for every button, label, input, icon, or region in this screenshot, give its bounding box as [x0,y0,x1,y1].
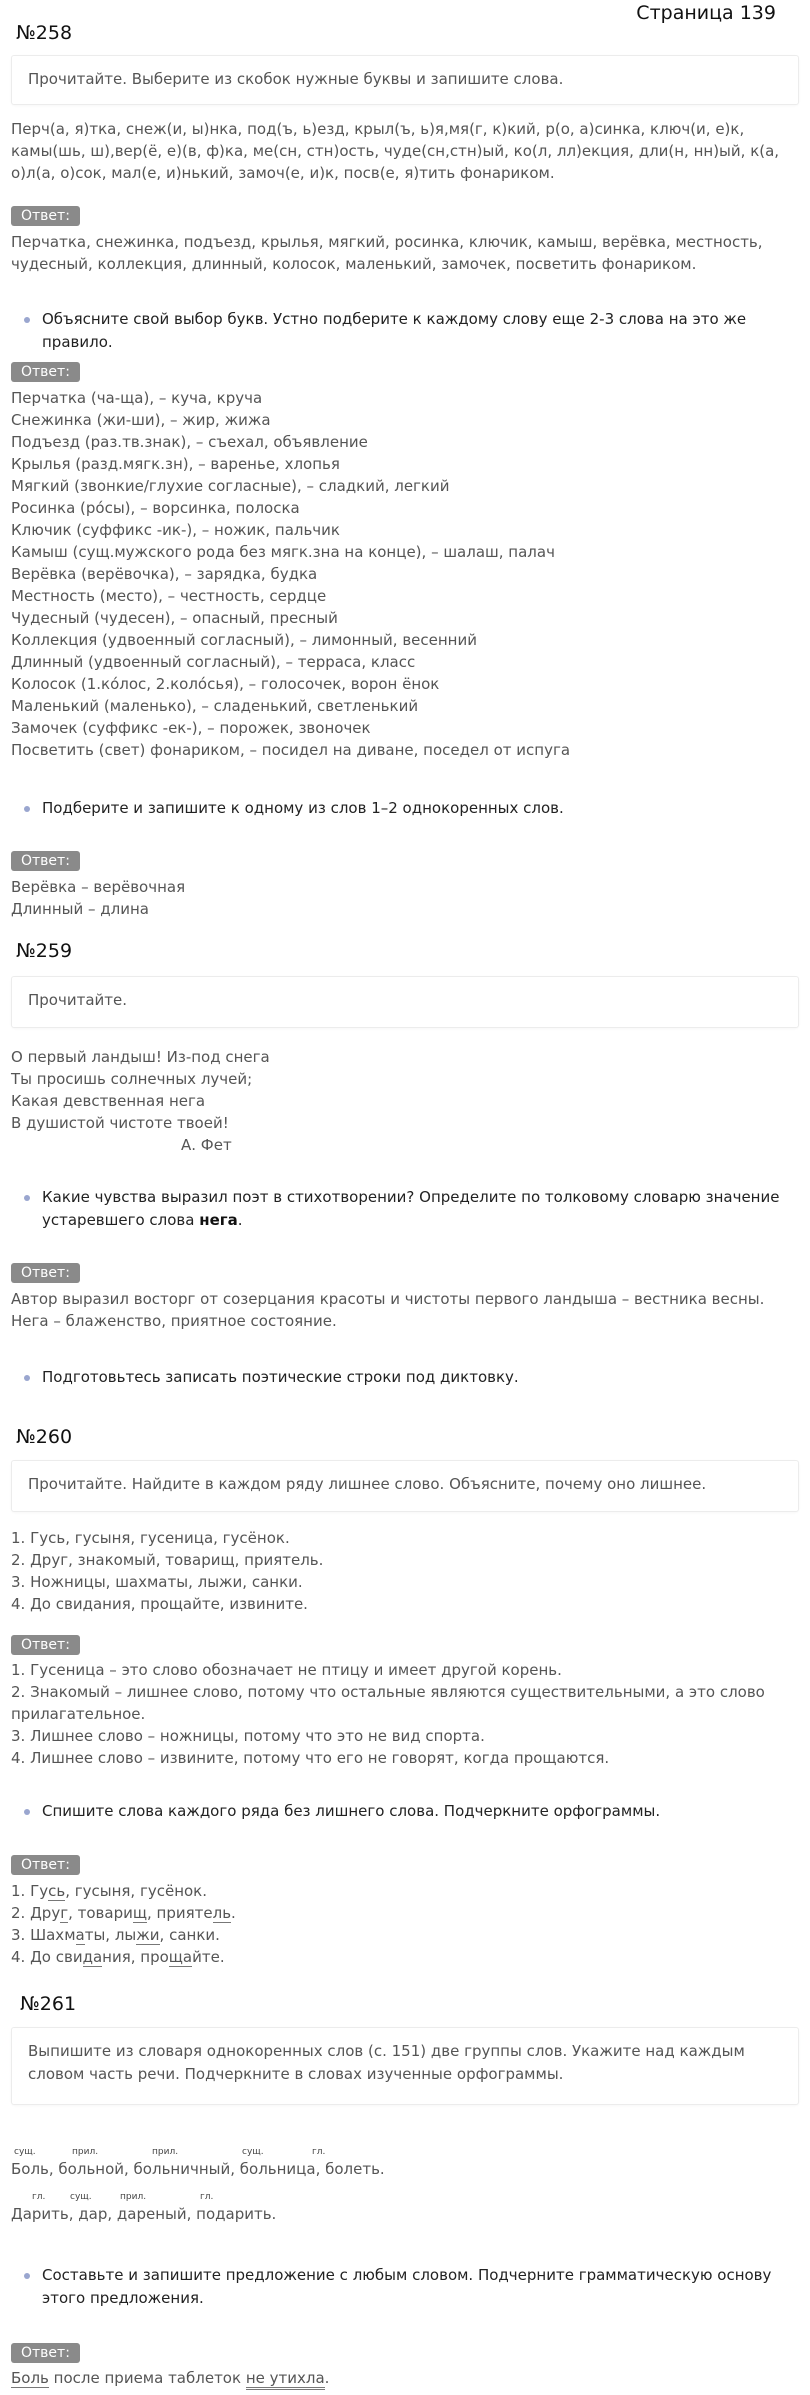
answer-line: Автор выразил восторг от созерцания красоты и чистоты первого ландыша – вестника весны. [11,1290,765,1308]
answer-badge: Ответ: [11,1855,80,1875]
answer-line: 4. Лишнее слово – извините, потому что его не говорят, когда прощаются. [11,1749,610,1767]
question-261: Составьте и запишите предложение с любым словом. Подчерните грамматическую основу этого предложения. [18,2264,788,2310]
part-of-speech-label: сущ. [70,2192,92,2202]
answer-line: Верёвка (верёвочка), – зарядка, будка [11,565,318,583]
word-group-1: Боль, больной, больничный, больница, болеть. [11,2160,385,2178]
answer-line: 2. Знакомый – лишнее слово, потому что остальные являются существительными, а это слово прилагательное. [11,1683,765,1723]
poem-line: Ты просишь солнечных лучей; [11,1070,253,1088]
answer-line: Маленький (маленько), – сладенький, светленький [11,697,419,715]
answer-badge: Ответ: [11,1635,80,1655]
word-row: 2. Друг, знакомый, товарищ, приятель. [11,1551,324,1569]
poem-line: Какая девственная нега [11,1092,206,1110]
answer-line: 2. Друг, товарищ, приятель. [11,1904,236,1922]
answer-line: Длинный (удвоенный согласный), – терраса, класс [11,653,416,671]
grammatical-subject: Боль [11,2369,49,2387]
bullet-icon [24,806,30,812]
answer-258-3 [11,876,801,920]
part-of-speech-label: сущ. [14,2147,36,2157]
answer-line: 3. Лишнее слово – ножницы, потому что это не вид спорта. [11,1727,485,1745]
exercise-number-258: №258 [16,22,73,44]
answer-line: Верёвка – верёвочная [11,878,186,896]
word-row: 4. До свидания, прощайте, извините. [11,1595,308,1613]
answer-260-1 [11,1659,801,1769]
answer-line: Снежинка (жи-ши), – жир, жижа [11,411,271,429]
answer-badge: Ответ: [11,1263,80,1283]
answer-line: Коллекция (удвоенный согласный), – лимонный, весенний [11,631,477,649]
answer-line: Нега – блаженство, приятное состояние. [11,1312,337,1330]
answer-258-2 [11,387,801,761]
answer-line: 3. Шахматы, лыжи, санки. [11,1926,220,1944]
exercise-number-260: №260 [16,1426,73,1448]
word-row: 1. Гусь, гусыня, гусеница, гусёнок. [11,1529,290,1547]
answer-line: Крылья (разд.мягк.зн), – варенье, хлопья [11,455,340,473]
answer-line: Ключик (суффикс -ик-), – ножик, пальчик [11,521,340,539]
task-261: Выпишите из словаря однокоренных слов (с. 151) две группы слов. Укажите над каждым словом часть речи. Подчеркните в словах изученные орфограммы. [11,2027,799,2105]
answer-badge: Ответ: [11,2343,80,2363]
answer-258-1: Перчатка, снежинка, подъезд, крылья, мягкий, росинка, ключик, камыш, верёвка, местность, чудесный, коллекция, длинный, колосок, маленький, замочек, посветить фонариком. [11,233,763,273]
answer-259 [11,1288,801,1332]
answer-line: 1. Гусь, гусыня, гусёнок. [11,1882,207,1900]
answer-line: Росинка (рóсы), – ворсинка, полоска [11,499,300,517]
answer-line: Длинный – длина [11,900,150,918]
task-260: Прочитайте. Найдите в каждом ряду лишнее слово. Объясните, почему оно лишнее. [11,1460,799,1512]
question-259-2: Подготовьтесь записать поэтические строки под диктовку. [18,1366,788,1389]
page-number: Страница 139 [636,2,776,24]
poem [11,1046,801,1156]
answer-badge: Ответ: [11,206,80,226]
poem-line: В душистой чистоте твоей! [11,1114,229,1132]
part-of-speech-label: гл. [32,2192,46,2202]
answer-line: Колосок (1.кóлос, 2.колóсья), – голосочек, ворон ёнок [11,675,440,693]
task-259: Прочитайте. [11,976,799,1028]
grammatical-predicate: не утихла [246,2369,325,2390]
answer-badge: Ответ: [11,362,80,382]
answer-260-2 [11,1880,801,1968]
word-group-2: Дарить, дар, дареный, подарить. [11,2205,277,2223]
rows-260 [11,1527,801,1615]
question-260: Спишите слова каждого ряда без лишнего слова. Подчеркните орфограммы. [18,1800,788,1823]
answer-line: Посветить (свет) фонариком, – посидел на диване, поседел от испуга [11,741,571,759]
bullet-icon [24,1809,30,1815]
task-258: Прочитайте. Выберите из скобок нужные буквы и запишите слова. [11,55,799,105]
answer-badge: Ответ: [11,851,80,871]
answer-line: 1. Гусеница – это слово обозначает не птицу и имеет другой корень. [11,1661,562,1679]
exercise-text-258: Перч(а, я)тка, снеж(и, ы)нка, под(ъ, ь)езд, крыл(ъ, ь)я,мя(г, к)кий, р(о, а)синка, ключ(и, е)к, камы(шь, ш),вер(ё, е)(в, ф)ка, ме(сн, стн)ость, чудe(сн,стн)ый, ко(л, лл)екция, дли(н, нн)ый, к(а, о)л(а, о)сок, мал(е, и)нький, замоч(е, и)к, посв(е, я)тить фонариком. [11,120,780,182]
answer-line: Замочек (суффикс -ек-), – порожек, звоночек [11,719,371,737]
answer-line: 4. До свидания, прощайте. [11,1948,225,1966]
bullet-icon [24,317,30,323]
bullet-icon [24,1375,30,1381]
question-259-1: Какие чувства выразил поэт в стихотворении? Определите по толковому словарю значение устаревшего слова нега. [18,1186,788,1232]
bullet-icon [24,2273,30,2279]
exercise-number-261: №261 [20,1993,77,2015]
part-of-speech-label: сущ. [242,2147,264,2157]
answer-261: Боль после приема таблеток не утихла. [11,2367,801,2389]
answer-line: Подъезд (раз.тв.знак), – съехал, объявление [11,433,368,451]
part-of-speech-label: прил. [152,2147,179,2157]
answer-line: Местность (место), – честность, сердце [11,587,327,605]
word-row: 3. Ножницы, шахматы, лыжи, санки. [11,1573,303,1591]
poem-author: А. Фет [181,1136,232,1154]
answer-line: Чудесный (чудесен), – опасный, пресный [11,609,338,627]
exercise-number-259: №259 [16,940,73,962]
answer-line: Мягкий (звонкие/глухие согласные), – сладкий, легкий [11,477,450,495]
part-of-speech-label: прил. [72,2147,99,2157]
question-258-1: Объясните свой выбор букв. Устно подберите к каждому слову еще 2-3 слова на это же правило. [18,308,788,354]
part-of-speech-label: гл. [312,2147,326,2157]
part-of-speech-label: прил. [120,2192,147,2202]
question-258-2: Подберите и запишите к одному из слов 1–2 однокоренных слов. [18,797,788,820]
poem-line: О первый ландыш! Из-под снега [11,1048,270,1066]
answer-line: Камыш (сущ.мужского рода без мягк.зна на конце), – шалаш, палач [11,543,555,561]
bullet-icon [24,1195,30,1201]
answer-line: Перчатка (ча-ща), – куча, круча [11,389,263,407]
part-of-speech-label: гл. [200,2192,214,2202]
